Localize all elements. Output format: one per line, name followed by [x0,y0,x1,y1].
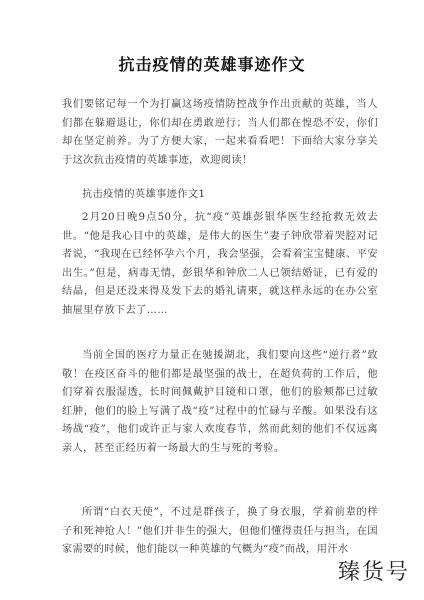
paragraph-2: 当前全国的医疗力量正在驰援湖北，我们要向这些“逆行者”致敬！在疫区奋斗的他们都是最坚强的战士，在超负荷的工作后，他们穿着衣服湿透，长时间佩戴护目镜和口罩，他们的脸颊都已过敏红肿，他们的脸上写满了战“疫”过程中的忙碌与辛酸。如果没有这场战“疫”，他们或许正与家人欢度春节，然而此刻的他们不仅远离亲人，甚至正经历着一场最大的生与死的考验。 [62,350,378,454]
paragraph-3: 所谓“白衣天使”，不过是群孩子，换了身衣服，学着前辈的样子和死神抢人！”他们并非生的强大，但他们懂得责任与担当，在国家需要的时候，他们能以一种英雄的气概为“疫”而战，用汗水 [62,507,378,556]
section-heading: 抗击疫情的英雄事迹作文1 [82,189,206,200]
watermark-logo: 臻货号 [337,560,410,585]
document-title: 抗击疫情的英雄事迹作文 [118,55,306,74]
paragraph-1: 2月20日晚9点50分，抗“疫”英雄彭银华医生经抢救无效去世。“他是我心目中的英雄，是伟大的医生”妻子钟欣带着哭腔对记者说，“我现在已经怀孕六个月，我会坚强，会看着宝宝健康、平安出生。”但是，病毒无情，彭银华和钟欣二人已领结婚证，已有爱的结晶，但是还没来得及发下去的婚礼请柬，就这样永远的在办公室抽屉里存放下去了…… [62,212,378,316]
intro-paragraph: 我们要铭记每一个为打赢这场疫情防控战争作出贡献的英雄，当人们都在躲避退让，你们却在勇敢逆行；当人们都在惶恐不安，你们却在坚定前养。为了方便大家，一起来看看吧！下面给大家分享关于这次抗击疫情的英雄事迹，欢迎阅读！ [62,99,378,166]
